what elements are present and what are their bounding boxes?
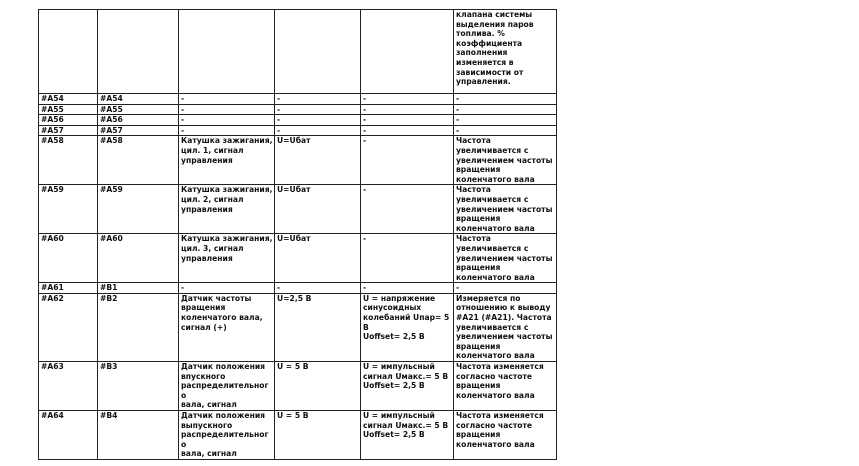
nominal-cell: U=Uбат bbox=[275, 234, 361, 283]
pin-cell: #A62 bbox=[39, 293, 98, 361]
signal-cell: - bbox=[361, 136, 454, 185]
connector-cell: #B3 bbox=[98, 362, 179, 411]
description-cell: Катушка зажигания, цил. 3, сигнал управления bbox=[179, 234, 275, 283]
table-row bbox=[39, 283, 557, 294]
connector-cell: #A59 bbox=[98, 185, 179, 234]
signal-cell: - bbox=[361, 94, 454, 105]
note-cell: - bbox=[454, 283, 557, 294]
connector-cell: #A57 bbox=[98, 125, 179, 136]
pin-cell: #A59 bbox=[39, 185, 98, 234]
connector-cell: #B4 bbox=[98, 411, 179, 460]
table-row bbox=[39, 136, 557, 185]
connector-cell: #A55 bbox=[98, 104, 179, 115]
signal-cell: U = напряжение синусоидных колебаний Uпар= 5 В Uoffset= 2,5 В bbox=[361, 293, 454, 361]
signal-cell: - bbox=[361, 115, 454, 126]
nominal-cell: - bbox=[275, 283, 361, 294]
note-cell: клапана системы выделения паров топлива. % коэффициента заполнения изменяется в зависимости от управления. bbox=[454, 10, 557, 94]
connector-cell: #A54 bbox=[98, 94, 179, 105]
description-cell bbox=[179, 10, 275, 94]
note-cell: Частота изменяется согласно частоте вращения коленчатого вала bbox=[454, 411, 557, 460]
nominal-cell: U=Uбат bbox=[275, 136, 361, 185]
table-row bbox=[39, 411, 557, 460]
description-cell: Датчик частоты вращения коленчатого вала, сигнал (+) bbox=[179, 293, 275, 361]
signal-cell: - bbox=[361, 283, 454, 294]
signal-cell: - bbox=[361, 185, 454, 234]
pin-table bbox=[38, 9, 557, 460]
nominal-cell: U=2,5 В bbox=[275, 293, 361, 361]
pin-cell: #A54 bbox=[39, 94, 98, 105]
description-cell: - bbox=[179, 283, 275, 294]
table-row bbox=[39, 293, 557, 361]
pin-cell: #A55 bbox=[39, 104, 98, 115]
pin-cell: #A56 bbox=[39, 115, 98, 126]
note-cell: Частота увеличивается с увеличением частоты вращения коленчатого вала bbox=[454, 185, 557, 234]
connector-cell: #A58 bbox=[98, 136, 179, 185]
description-cell: - bbox=[179, 94, 275, 105]
description-cell: Датчик положения выпускного распределительного вала, сигнал bbox=[179, 411, 275, 460]
note-cell: - bbox=[454, 94, 557, 105]
pin-cell: #A58 bbox=[39, 136, 98, 185]
nominal-cell: - bbox=[275, 115, 361, 126]
table-row bbox=[39, 104, 557, 115]
note-cell: Измеряется по отношению к выводу #A21 (#A21). Частота увеличивается с увеличением частоты вращения коленчатого вала bbox=[454, 293, 557, 361]
connector-cell bbox=[98, 10, 179, 94]
pin-cell: #A60 bbox=[39, 234, 98, 283]
nominal-cell: - bbox=[275, 94, 361, 105]
nominal-cell: U=Uбат bbox=[275, 185, 361, 234]
signal-cell: - bbox=[361, 125, 454, 136]
signal-cell bbox=[361, 10, 454, 94]
description-cell: - bbox=[179, 125, 275, 136]
connector-cell: #B2 bbox=[98, 293, 179, 361]
signal-cell: - bbox=[361, 234, 454, 283]
nominal-cell: - bbox=[275, 104, 361, 115]
table-row bbox=[39, 185, 557, 234]
table-row bbox=[39, 115, 557, 126]
signal-cell: - bbox=[361, 104, 454, 115]
description-cell: - bbox=[179, 115, 275, 126]
note-cell: - bbox=[454, 115, 557, 126]
description-cell: Катушка зажигания, цил. 2, сигнал управления bbox=[179, 185, 275, 234]
pin-cell bbox=[39, 10, 98, 94]
nominal-cell: U = 5 В bbox=[275, 362, 361, 411]
pin-cell: #A63 bbox=[39, 362, 98, 411]
pin-cell: #A57 bbox=[39, 125, 98, 136]
signal-cell: U = импульсный сигнал Uмакс.= 5 В Uoffset= 2,5 В bbox=[361, 411, 454, 460]
pin-cell: #A61 bbox=[39, 283, 98, 294]
description-cell: Датчик положения впускного распределительного вала, сигнал bbox=[179, 362, 275, 411]
nominal-cell: - bbox=[275, 125, 361, 136]
note-cell: - bbox=[454, 125, 557, 136]
description-cell: Катушка зажигания, цил. 1, сигнал управления bbox=[179, 136, 275, 185]
connector-cell: #A60 bbox=[98, 234, 179, 283]
table-row bbox=[39, 362, 557, 411]
table-row bbox=[39, 125, 557, 136]
connector-cell: #B1 bbox=[98, 283, 179, 294]
pin-cell: #A64 bbox=[39, 411, 98, 460]
nominal-cell: U = 5 В bbox=[275, 411, 361, 460]
note-cell: - bbox=[454, 104, 557, 115]
connector-cell: #A56 bbox=[98, 115, 179, 126]
note-cell: Частота увеличивается с увеличением частоты вращения коленчатого вала bbox=[454, 234, 557, 283]
table-row bbox=[39, 94, 557, 105]
nominal-cell bbox=[275, 10, 361, 94]
description-cell: - bbox=[179, 104, 275, 115]
note-cell: Частота изменяется согласно частоте вращения коленчатого вала bbox=[454, 362, 557, 411]
table-row bbox=[39, 234, 557, 283]
signal-cell: U = импульсный сигнал Uмакс.= 5 В Uoffset= 2,5 В bbox=[361, 362, 454, 411]
note-cell: Частота увеличивается с увеличением частоты вращения коленчатого вала bbox=[454, 136, 557, 185]
table-row bbox=[39, 10, 557, 94]
